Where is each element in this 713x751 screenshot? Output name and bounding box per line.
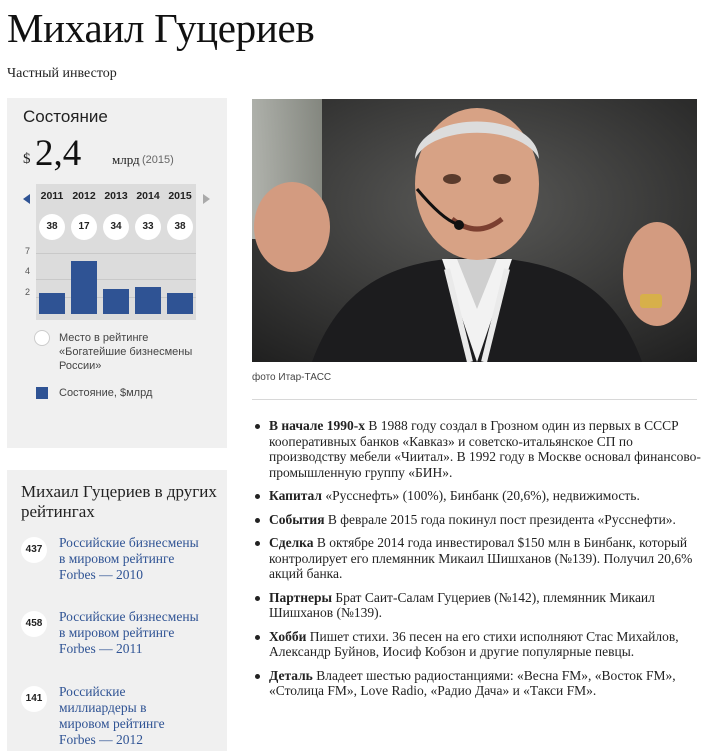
fact-term: В начале 1990-х bbox=[269, 418, 366, 433]
rating-rank-badge: 437 bbox=[21, 537, 47, 563]
fact-term: Хобби bbox=[269, 628, 307, 644]
page-title: Михаил Гуцериев bbox=[7, 5, 315, 51]
fact-item bbox=[252, 535, 702, 582]
chart-bar[interactable] bbox=[39, 293, 65, 314]
person-photo-icon bbox=[252, 99, 697, 362]
wealth-chart bbox=[36, 184, 196, 320]
chart-rank-badge: 38 bbox=[39, 214, 65, 240]
fact-text: В октябре 2014 года инвестировал $150 млн в Бинбанк, который контролирует его племянник Микаил Шишханов (№139). Получил 20,6% акций банка. bbox=[269, 535, 693, 581]
y-tick-label: 7 bbox=[25, 246, 31, 256]
wealth-heading: Состояние bbox=[23, 107, 108, 126]
chart-year-label[interactable]: 2014 bbox=[136, 190, 160, 202]
y-tick-label: 4 bbox=[25, 266, 31, 276]
fact-item bbox=[252, 590, 702, 621]
bullet-icon bbox=[255, 424, 260, 429]
chart-rank-badge: 33 bbox=[135, 214, 161, 240]
fact-term: Сделка bbox=[269, 535, 314, 550]
fact-item bbox=[252, 668, 702, 699]
profile-photo bbox=[252, 99, 697, 362]
fact-term: Деталь bbox=[269, 667, 313, 683]
chart-year-label[interactable]: 2011 bbox=[40, 190, 64, 202]
chart-rank-badge: 38 bbox=[167, 214, 193, 240]
chart-bar[interactable] bbox=[103, 289, 129, 314]
rating-link[interactable]: Российские миллиардеры в мировом рейтинге Forbes — 2012 bbox=[59, 684, 165, 747]
rating-rank-badge: 141 bbox=[21, 686, 47, 712]
fact-text: «Русснефть» (100%), Бинбанк (20,6%), недвижимость. bbox=[321, 488, 640, 503]
legend-rank-label: Место в рейтинге «Богатейшие бизнесмены России» bbox=[59, 332, 193, 372]
chart-prev-arrow-icon[interactable] bbox=[23, 194, 30, 204]
other-ratings-heading: Михаил Гуцериев в других рейтингах bbox=[21, 482, 217, 521]
wealth-square-icon bbox=[36, 387, 48, 399]
fact-item bbox=[252, 418, 702, 480]
bullet-icon bbox=[255, 674, 260, 679]
chart-bar[interactable] bbox=[167, 293, 193, 314]
chart-year-label[interactable]: 2013 bbox=[104, 190, 128, 202]
divider bbox=[252, 399, 697, 400]
chart-bar[interactable] bbox=[135, 287, 161, 314]
photo-caption: фото Итар-ТАСС bbox=[252, 372, 332, 383]
bullet-icon bbox=[255, 494, 260, 499]
fact-item bbox=[252, 512, 702, 528]
fact-text: В феврале 2015 года покинул пост президента «Русснефти». bbox=[324, 511, 676, 527]
bullet-icon bbox=[255, 518, 260, 523]
legend-wealth-label: Состояние, $млрд bbox=[59, 387, 153, 399]
fact-text: Владеет шестью радиостанциями: «Весна FM», «Восток FM», «Столица FM», Love Radio, «Радио Дача» и «Такси FM». bbox=[269, 667, 676, 698]
fact-term: Капитал bbox=[269, 488, 322, 503]
wealth-unit: млрд bbox=[112, 152, 140, 167]
rank-circle-icon bbox=[34, 330, 50, 346]
bullet-icon bbox=[255, 635, 260, 640]
rating-rank-badge: 458 bbox=[21, 611, 47, 637]
chart-rank-badge: 17 bbox=[71, 214, 97, 240]
chart-gridline bbox=[36, 253, 196, 254]
chart-year-label[interactable]: 2012 bbox=[72, 190, 96, 202]
fact-item bbox=[252, 629, 702, 660]
rating-link[interactable]: Российские бизнесмены в мировом рейтинге Forbes — 2010 bbox=[59, 535, 199, 582]
fact-term: Партнеры bbox=[269, 589, 333, 605]
chart-next-arrow-icon[interactable] bbox=[203, 194, 210, 204]
wealth-currency: $ bbox=[23, 151, 31, 167]
rating-link[interactable]: Российские бизнесмены в мировом рейтинге Forbes — 2011 bbox=[59, 609, 199, 656]
bullet-icon bbox=[255, 596, 260, 601]
page-subtitle: Частный инвестор bbox=[7, 66, 117, 81]
bullet-icon bbox=[255, 541, 260, 546]
chart-rank-badge: 34 bbox=[103, 214, 129, 240]
fact-item bbox=[252, 488, 702, 504]
fact-text: Брат Саит-Салам Гуцериев (№142), племянник Микаил Шишханов (№139). bbox=[269, 589, 655, 620]
chart-gridline bbox=[36, 279, 196, 280]
facts-list bbox=[252, 418, 702, 707]
fact-text: Пишет стихи. 36 песен на его стихи исполняют Стас Михайлов, Александр Буйнов, Иосиф Кобзон и другие популярные певцы. bbox=[269, 628, 679, 659]
wealth-year: (2015) bbox=[142, 154, 174, 166]
chart-year-label[interactable]: 2015 bbox=[168, 190, 192, 202]
other-ratings-panel bbox=[7, 470, 227, 751]
wealth-value: 2,4 bbox=[35, 133, 82, 174]
chart-bar[interactable] bbox=[71, 261, 97, 314]
wealth-panel bbox=[7, 98, 227, 448]
y-tick-label: 2 bbox=[25, 287, 31, 297]
fact-term: События bbox=[269, 511, 325, 527]
fact-text: В 1988 году создал в Грозном один из первых в СССР кооперативных банков «Кавказ» и советско-итальянское СП по производству мебели «Чиитал». В 1992 году в Москве основал финансово-промышленную группу «БИН». bbox=[269, 418, 701, 480]
